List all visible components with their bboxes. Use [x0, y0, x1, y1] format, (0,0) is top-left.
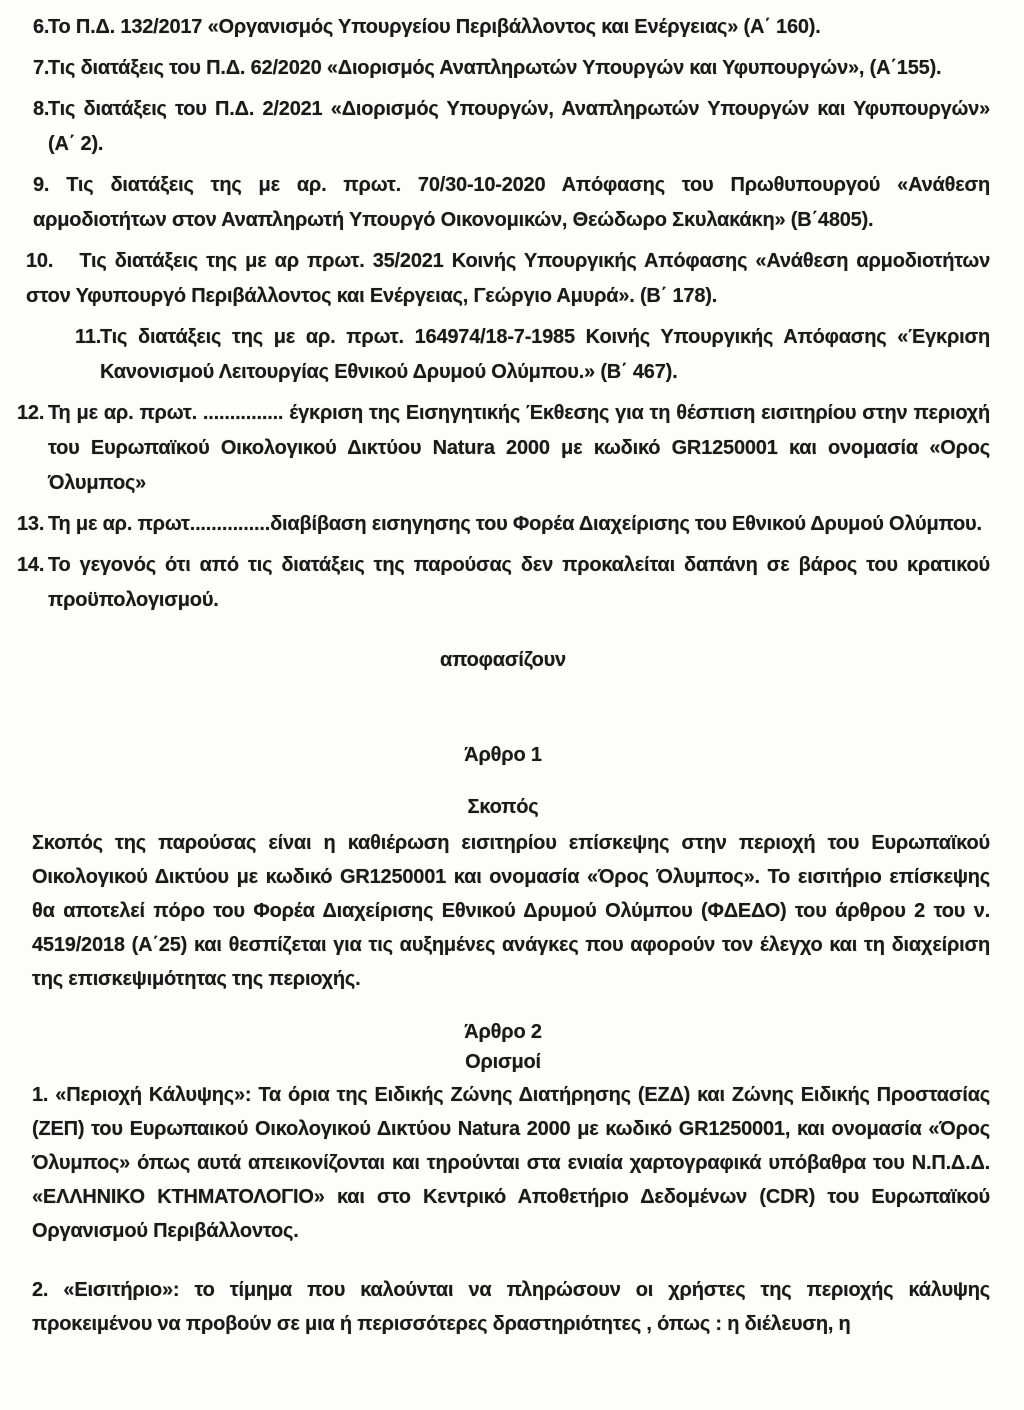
item-number: 13.	[17, 513, 45, 535]
definition-number: 1.	[32, 1084, 49, 1106]
preamble-item-10	[16, 244, 990, 314]
item-text: Τις διατάξεις της με αρ. πρωτ. 70/30-10-2020 Απόφασης του Πρωθυπουργού «Ανάθεση αρμοδιοτήτων στον Αναπληρωτή Υπουργό Οικονομικών, Θεώδωρο Σκυλακάκη» (Β΄4805).	[33, 174, 991, 231]
item-text: Τη με αρ. πρωτ. ............... έγκριση της Εισηγητικής Έκθεσης για τη θέσπιση εισιτηρίου στην περιοχή του Ευρωπαϊκού Οικολογικού Δικτύου Natura 2000 με κωδικό GR1250001 και ονομασία «Ορος Όλυμπος»	[48, 402, 990, 494]
preamble-item-13	[16, 507, 990, 542]
item-text: Το γεγονός ότι από τις διατάξεις της παρούσας δεν προκαλείται δαπάνη σε βάρος του κρατικού προϋπολογισμού.	[48, 554, 990, 611]
article-1-subtitle: Σκοπός	[467, 796, 539, 818]
definition-2	[32, 1273, 990, 1341]
item-number: 12.	[17, 402, 45, 424]
article-1-body: Σκοπός της παρούσας είναι η καθιέρωση εισιτηρίου επίσκεψης στην περιοχή του Ευρωπαϊκού Οικολογικού Δικτύου με κωδικό GR1250001 και ονομασία «Όρος Όλυμπος». Το εισιτήριο επίσκεψης θα αποτελεί πόρο του Φορέα Διαχείρισης Εθνικού Δρυμού Ολύμπου (ΦΔΕΔΟ) του άρθρου 2 του ν. 4519/2018 (Α΄25) και θεσπίζεται για τις αυξημένες ανάγκες που αφορούν τον έλεγχο και τη διαχείριση της επισκεψιμότητας της περιοχής.	[32, 832, 990, 990]
preamble-item-6	[16, 10, 990, 45]
preamble-item-12	[16, 396, 990, 501]
preamble-item-8	[16, 92, 990, 162]
article-2-title: Άρθρο 2	[464, 1021, 542, 1043]
item-number: 6.	[33, 16, 50, 38]
item-number: 9.	[33, 174, 50, 196]
article-2-subtitle: Ορισμοί	[465, 1051, 541, 1073]
item-text: Τις διατάξεις της με αρ πρωτ. 35/2021 Κοινής Υπουργικής Απόφασης «Ανάθεση αρμοδιοτήτων στον Υφυπουργό Περιβάλλοντος και Ενέργειας, Γεώργιο Αμυρά». (Β΄ 178).	[26, 250, 990, 307]
preamble-item-14	[16, 548, 990, 618]
item-number: 10.	[26, 250, 54, 272]
item-text: Τις διατάξεις του Π.Δ. 62/2020 «Διορισμός Αναπληρωτών Υπουργών και Υφυπουργών», (Α΄155).	[48, 57, 942, 79]
item-text: Τις διατάξεις της με αρ. πρωτ. 164974/18-7-1985 Κοινής Υπουργικής Απόφασης «Έγκριση Κανονισμού Λειτουργίας Εθνικού Δρυμού Ολύμπου.» (Β΄ 467).	[100, 326, 990, 383]
decision-heading: αποφασίζουν	[440, 649, 566, 671]
definition-1	[32, 1078, 990, 1248]
definition-text: «Περιοχή Κάλυψης»: Τα όρια της Ειδικής Ζώνης Διατήρησης (ΕΖΔ) και Ζώνης Ειδικής Προστασίας (ΖΕΠ) του Ευρωπαικού Οικολογικού Δικτύου Natura 2000 με κωδικό GR1250001, και ονομασία «Όρος Όλυμπος» όπως αυτά απεικονίζονται και τηρούνται στα ενιαία χαρτογραφικά υπόβαθρα του Ν.Π.Δ.Δ. «ΕΛΛΗΝΙΚΟ ΚΤΗΜΑΤΟΛΟΓΙΟ» και στο Κεντρικό Αποθετήριο Δεδομένων (CDR) του Ευρωπαϊκού Οργανισμού Περιβάλλοντος.	[32, 1084, 990, 1242]
item-number: 7.	[33, 57, 50, 79]
definition-number: 2.	[32, 1279, 49, 1301]
item-number: 11.	[75, 326, 102, 348]
preamble-item-9	[16, 168, 990, 238]
preamble-item-7	[16, 51, 990, 86]
definition-text: «Εισιτήριο»: το τίμημα που καλούνται να πληρώσουν οι χρήστες της περιοχής κάλυψης προκειμένου να προβούν σε μια ή περισσότερες δραστηριότητες , όπως : η διέλευση, η	[32, 1279, 991, 1335]
preamble-item-11	[16, 320, 990, 390]
article-1-title: Άρθρο 1	[464, 744, 542, 766]
item-text: Τις διατάξεις του Π.Δ. 2/2021 «Διορισμός Υπουργών, Αναπληρωτών Υπουργών και Υφυπουργών» (Α΄ 2).	[48, 98, 990, 155]
item-number: 14.	[17, 554, 45, 576]
item-text: Το Π.Δ. 132/2017 «Οργανισμός Υπουργείου Περιβάλλοντος και Ενέργειας» (Α΄ 160).	[48, 16, 821, 38]
item-text: Τη με αρ. πρωτ...............διαβίβαση εισηγησης του Φορέα Διαχείρισης του Εθνικού Δρυμού Ολύμπου.	[48, 513, 982, 535]
item-number: 8.	[33, 98, 50, 120]
